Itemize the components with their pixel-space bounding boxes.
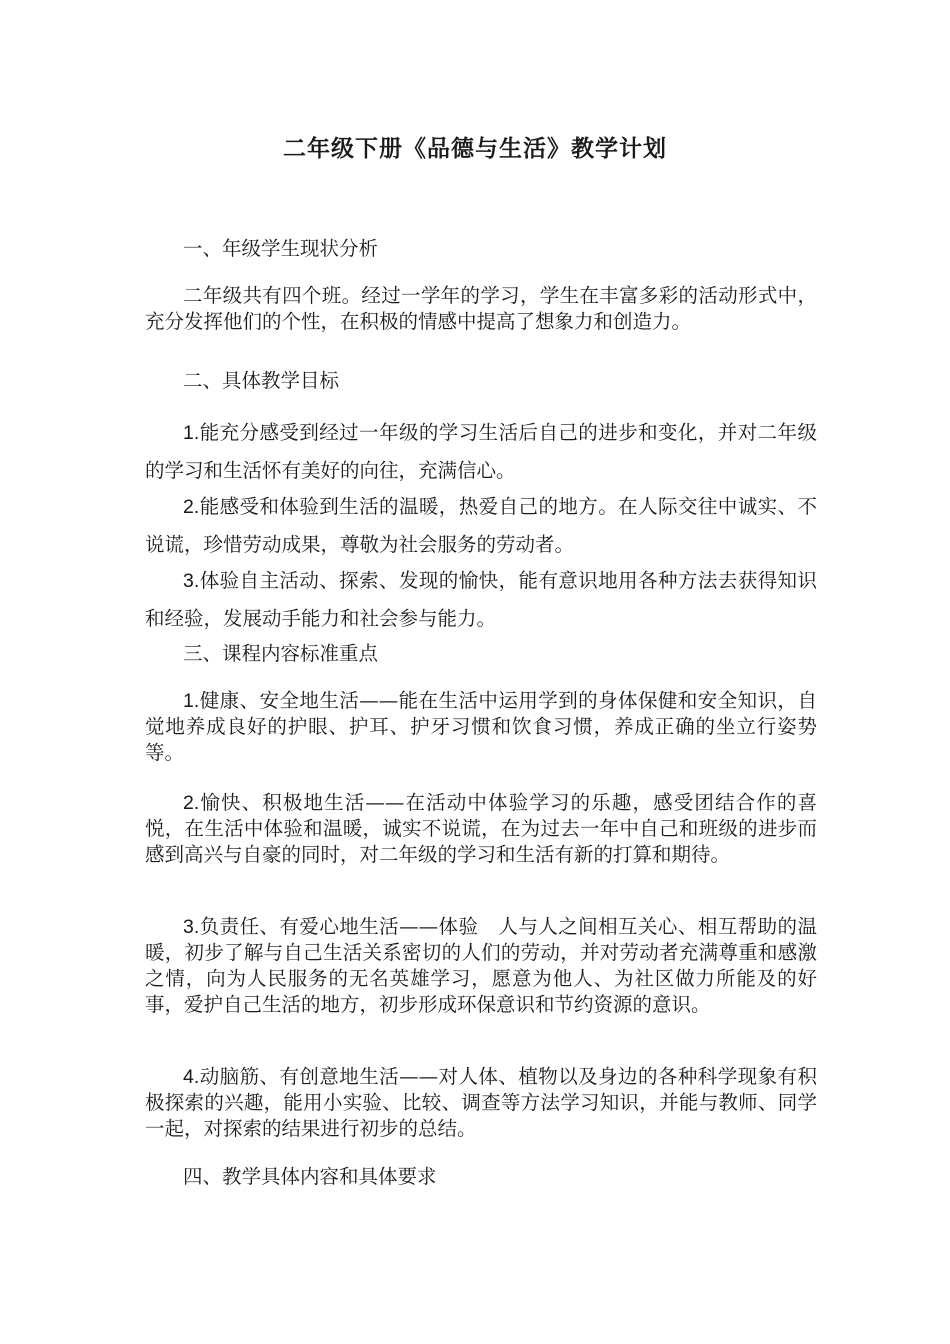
- paragraph-student-analysis: 二年级共有四个班。经过一学年的学习，学生在丰富多彩的活动形式中，充分发挥他们的个性，在积极的情感中提高了想象力和创造力。: [145, 284, 817, 333]
- item-number: 1.: [183, 690, 200, 712]
- document-title: 二年级下册《品德与生活》教学计划: [283, 135, 667, 162]
- content-item-4: [145, 1064, 817, 1142]
- item-text: 能感受和体验到生活的温暖，热爱自己的地方。在人际交往中诚实、不说谎，珍惜劳动成果，尊敬为社会服务的劳动者。: [145, 495, 817, 556]
- item-number: 3.: [183, 916, 200, 938]
- section-heading-4: 四、教学具体内容和具体要求: [183, 1165, 437, 1188]
- content-item-3: [145, 914, 817, 1018]
- item-number: 2.: [183, 496, 200, 518]
- item-text: 体验自主活动、探索、发现的愉快，能有意识地用各种方法去获得知识和经验，发展动手能力和社会参与能力。: [145, 569, 817, 630]
- item-number: 3.: [183, 570, 200, 592]
- item-number: 1.: [183, 422, 200, 444]
- item-text: 健康、安全地生活——能在生活中运用学到的身体保健和安全知识，自觉地养成良好的护眼、护耳、护牙习惯和饮食习惯，养成正确的坐立行姿势等。: [145, 689, 817, 764]
- item-text: 愉快、积极地生活——在活动中体验学习的乐趣，感受团结合作的喜悦，在生活中体验和温暖，诚实不说谎，在为过去一年中自己和班级的进步而感到高兴与自豪的同时，对二年级的学习和生活有新的打算和期待。: [145, 791, 817, 866]
- goal-item-3: [145, 562, 817, 638]
- section-heading-1: 一、年级学生现状分析: [183, 237, 379, 260]
- goal-item-1: [145, 414, 817, 490]
- item-text: 能充分感受到经过一年级的学习生活后自己的进步和变化，并对二年级的学习和生活怀有美好的向往，充满信心。: [145, 421, 817, 482]
- section-heading-3: 三、课程内容标准重点: [183, 642, 379, 665]
- item-text: 负责任、有爱心地生活——体验 人与人之间相互关心、相互帮助的温暖，初步了解与自己生活关系密切的人们的劳动，并对劳动者充满尊重和感激之情，向为人民服务的无名英雄学习，愿意为他人、为社区做力所能及的好事，爱护自己生活的地方，初步形成环保意识和节约资源的意识。: [145, 915, 817, 1016]
- goal-item-2: [145, 488, 817, 564]
- item-text: 动脑筋、有创意地生活——对人体、植物以及身边的各种科学现象有积极探索的兴趣，能用小实验、比较、调查等方法学习知识，并能与教师、同学一起，对探索的结果进行初步的总结。: [145, 1065, 817, 1140]
- content-item-2: [145, 790, 817, 868]
- item-number: 4.: [183, 1066, 200, 1088]
- section-heading-2: 二、具体教学目标: [183, 369, 340, 392]
- item-number: 2.: [183, 792, 200, 814]
- content-item-1: [145, 688, 817, 766]
